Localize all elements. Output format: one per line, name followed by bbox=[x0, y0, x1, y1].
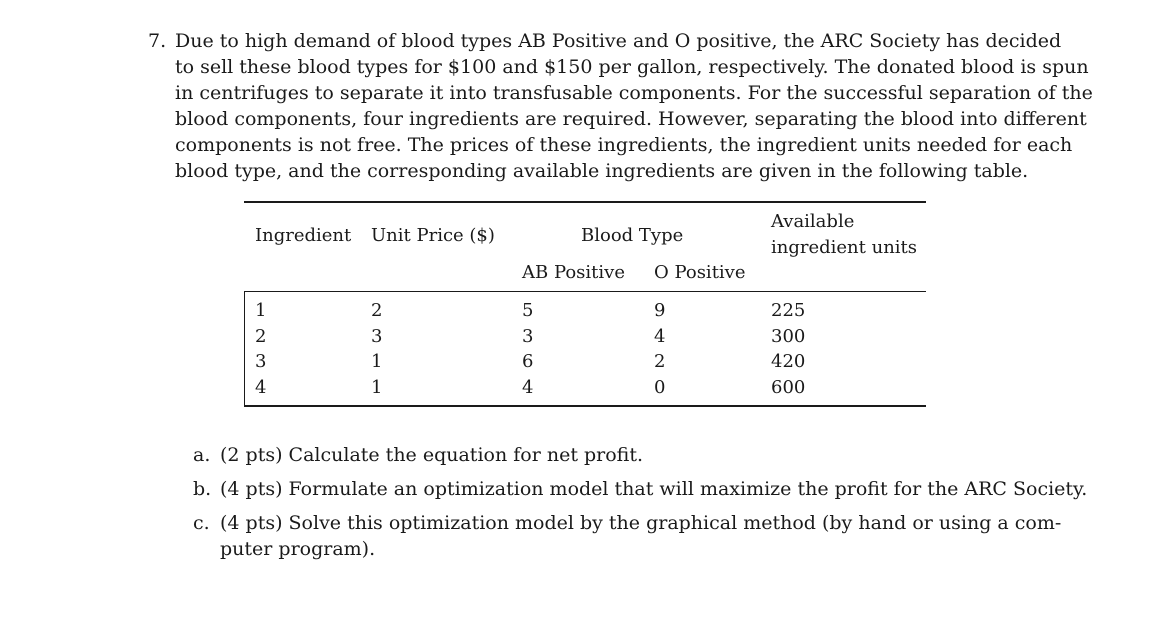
table-left-border bbox=[244, 292, 245, 405]
cell-available: 600 bbox=[771, 377, 806, 398]
cell-unit-price: 3 bbox=[371, 326, 383, 347]
question-text: puter program). bbox=[220, 538, 376, 560]
cell-unit-price: 1 bbox=[371, 377, 383, 398]
cell-o-positive: 9 bbox=[654, 300, 666, 321]
question-text: (4 pts) Formulate an optimization model that will maximize the profit for the ARC Society. bbox=[220, 478, 1088, 500]
problem-line: components is not free. The prices of these ingredients, the ingredient units needed for each bbox=[175, 134, 1073, 156]
cell-ingredient: 4 bbox=[255, 377, 267, 398]
table-bottom-rule bbox=[244, 405, 926, 407]
header-available-line2: ingredient units bbox=[771, 237, 918, 258]
problem-line: blood type, and the corresponding available ingredients are given in the following table. bbox=[175, 160, 1029, 182]
problem-line: blood components, four ingredients are required. However, separating the blood into different bbox=[175, 108, 1087, 130]
header-ab-positive: AB Positive bbox=[522, 262, 625, 283]
question-a bbox=[193, 442, 1033, 468]
sub-questions bbox=[193, 442, 1088, 570]
question-label: a. bbox=[193, 444, 211, 466]
problem-number: 7. bbox=[148, 30, 167, 52]
cell-ingredient: 1 bbox=[255, 300, 267, 321]
header-available-line1: Available bbox=[771, 211, 855, 232]
cell-ab-positive: 5 bbox=[522, 300, 534, 321]
ingredient-table bbox=[244, 201, 926, 407]
question-b bbox=[193, 476, 1088, 502]
cell-o-positive: 0 bbox=[654, 377, 666, 398]
question-label: c. bbox=[193, 512, 210, 534]
header-ingredient: Ingredient bbox=[255, 225, 352, 246]
cell-ab-positive: 4 bbox=[522, 377, 534, 398]
cell-unit-price: 2 bbox=[371, 300, 383, 321]
problem-line: to sell these blood types for $100 and $150 per gallon, respectively. The donated blood is spun bbox=[175, 56, 1089, 78]
cell-unit-price: 1 bbox=[371, 351, 383, 372]
header-o-positive: O Positive bbox=[654, 262, 746, 283]
table-header-rule bbox=[244, 291, 926, 292]
cell-o-positive: 2 bbox=[654, 351, 666, 372]
question-label: b. bbox=[193, 478, 212, 500]
problem-statement bbox=[148, 28, 1093, 184]
problem-paragraph bbox=[175, 28, 1093, 184]
question-text: (2 pts) Calculate the equation for net profit. bbox=[220, 444, 644, 466]
table-top-rule bbox=[244, 201, 926, 203]
cell-ab-positive: 6 bbox=[522, 351, 534, 372]
cell-ingredient: 3 bbox=[255, 351, 267, 372]
cell-ab-positive: 3 bbox=[522, 326, 534, 347]
question-c bbox=[193, 510, 1062, 562]
cell-available: 225 bbox=[771, 300, 806, 321]
header-blood-type: Blood Type bbox=[581, 225, 684, 246]
cell-o-positive: 4 bbox=[654, 326, 666, 347]
cell-available: 300 bbox=[771, 326, 806, 347]
header-unit-price: Unit Price ($) bbox=[371, 225, 495, 246]
cell-ingredient: 2 bbox=[255, 326, 267, 347]
cell-available: 420 bbox=[771, 351, 806, 372]
problem-line: Due to high demand of blood types AB Positive and O positive, the ARC Society has decided bbox=[175, 30, 1062, 52]
question-text: (4 pts) Solve this optimization model by the graphical method (by hand or using a com- bbox=[220, 512, 1062, 534]
problem-line: in centrifuges to separate it into transfusable components. For the successful separation of the bbox=[175, 82, 1093, 104]
